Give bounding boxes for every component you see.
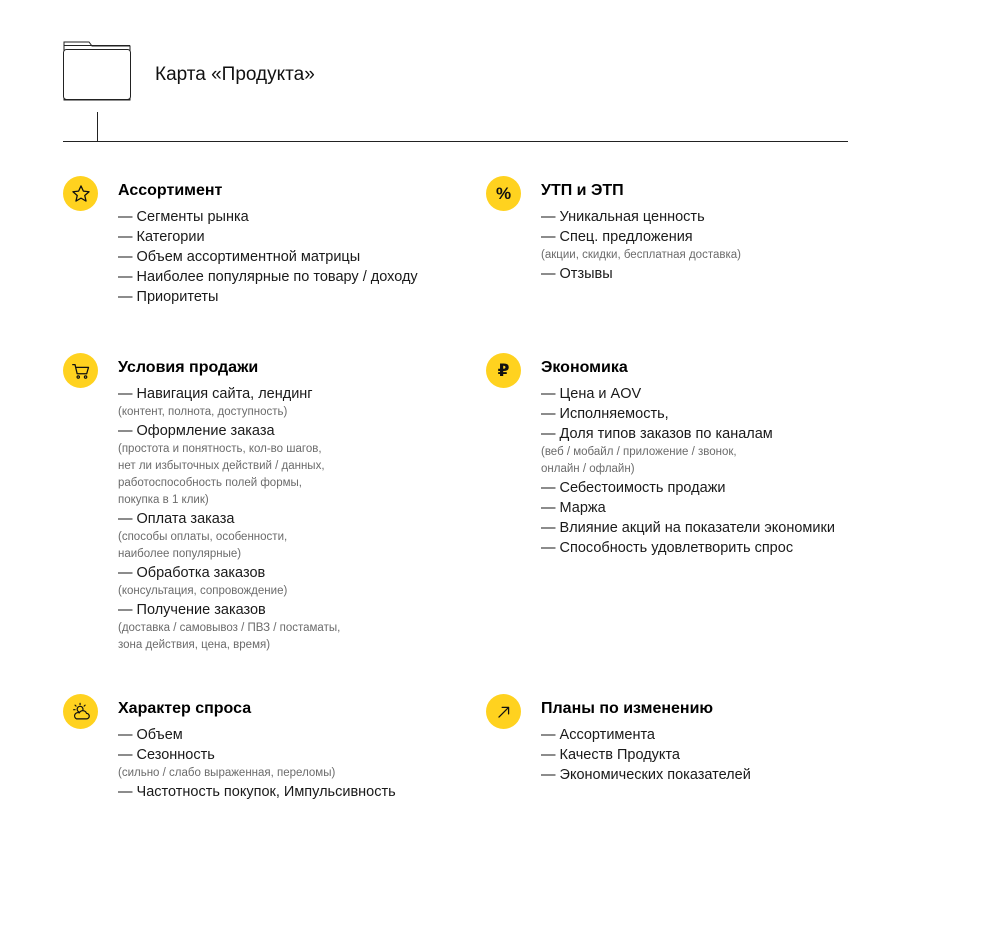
- list-item: — Обработка заказов: [118, 565, 266, 581]
- item-note: (акции, скидки, бесплатная доставка): [541, 249, 741, 261]
- list-item: — Объем ассортиментной матрицы: [118, 249, 361, 265]
- list-item: — Цена и AOV: [541, 386, 642, 402]
- list-item: — Навигация сайта, лендинг: [118, 386, 313, 402]
- list-item: — Себестоимость продажи: [541, 480, 726, 496]
- star-icon: [63, 176, 98, 211]
- percent-icon: %: [486, 176, 521, 211]
- item-note: (консультация, сопровождение): [118, 585, 288, 597]
- list-item: — Получение заказов: [118, 602, 266, 618]
- list-item: — Сезонность: [118, 747, 215, 763]
- arrow-up-right-icon: [486, 694, 521, 729]
- weather-icon: [63, 694, 98, 729]
- list-item: — Категории: [118, 229, 205, 245]
- header-divider: [63, 141, 848, 142]
- list-item: — Исполняемость,: [541, 406, 669, 422]
- list-item: — Доля типов заказов по каналам: [541, 426, 773, 442]
- list-item: — Оплата заказа: [118, 511, 235, 527]
- list-item: — Приоритеты: [118, 289, 219, 305]
- list-item: — Объем: [118, 727, 183, 743]
- section-title: Условия продажи: [118, 359, 259, 376]
- section-title: Экономика: [541, 359, 628, 376]
- item-note: (доставка / самовывоз / ПВЗ / постаматы, зона действия, цена, время): [118, 622, 341, 651]
- section-title: УТП и ЭТП: [541, 182, 624, 199]
- list-item: — Отзывы: [541, 266, 613, 282]
- item-note: (способы оплаты, особенности, наиболее популярные): [118, 531, 288, 560]
- list-item: — Влияние акций на показатели экономики: [541, 520, 835, 536]
- list-item: — Экономических показателей: [541, 767, 751, 783]
- folder-icon: [62, 40, 132, 102]
- list-item: — Уникальная ценность: [541, 209, 705, 225]
- cart-icon: [63, 353, 98, 388]
- list-item: — Наиболее популярные по товару / доходу: [118, 269, 418, 285]
- list-item: — Оформление заказа: [118, 423, 275, 439]
- list-item: — Способность удовлетворить спрос: [541, 540, 794, 556]
- item-note: (сильно / слабо выраженная, переломы): [118, 767, 336, 779]
- item-note: (простота и понятность, кол-во шагов, нет ли избыточных действий / данных, работоспособность полей формы, покупка в 1 клик): [118, 443, 325, 506]
- list-item: — Маржа: [541, 500, 606, 516]
- item-note: (веб / мобайл / приложение / звонок, онлайн / офлайн): [541, 446, 737, 475]
- divider-tick: [97, 112, 98, 141]
- list-item: — Сегменты рынка: [118, 209, 249, 225]
- list-item: — Ассортимента: [541, 727, 655, 743]
- item-note: (контент, полнота, доступность): [118, 406, 288, 418]
- section-title: Характер спроса: [118, 700, 252, 717]
- list-item: — Качеств Продукта: [541, 747, 680, 763]
- list-item: — Частотность покупок, Импульсивность: [118, 784, 396, 800]
- section-title: Ассортимент: [118, 182, 223, 199]
- section-title: Планы по изменению: [541, 700, 714, 717]
- ruble-icon: ₽: [486, 353, 521, 388]
- list-item: — Спец. предложения: [541, 229, 693, 245]
- page-title: Карта «Продукта»: [155, 64, 315, 85]
